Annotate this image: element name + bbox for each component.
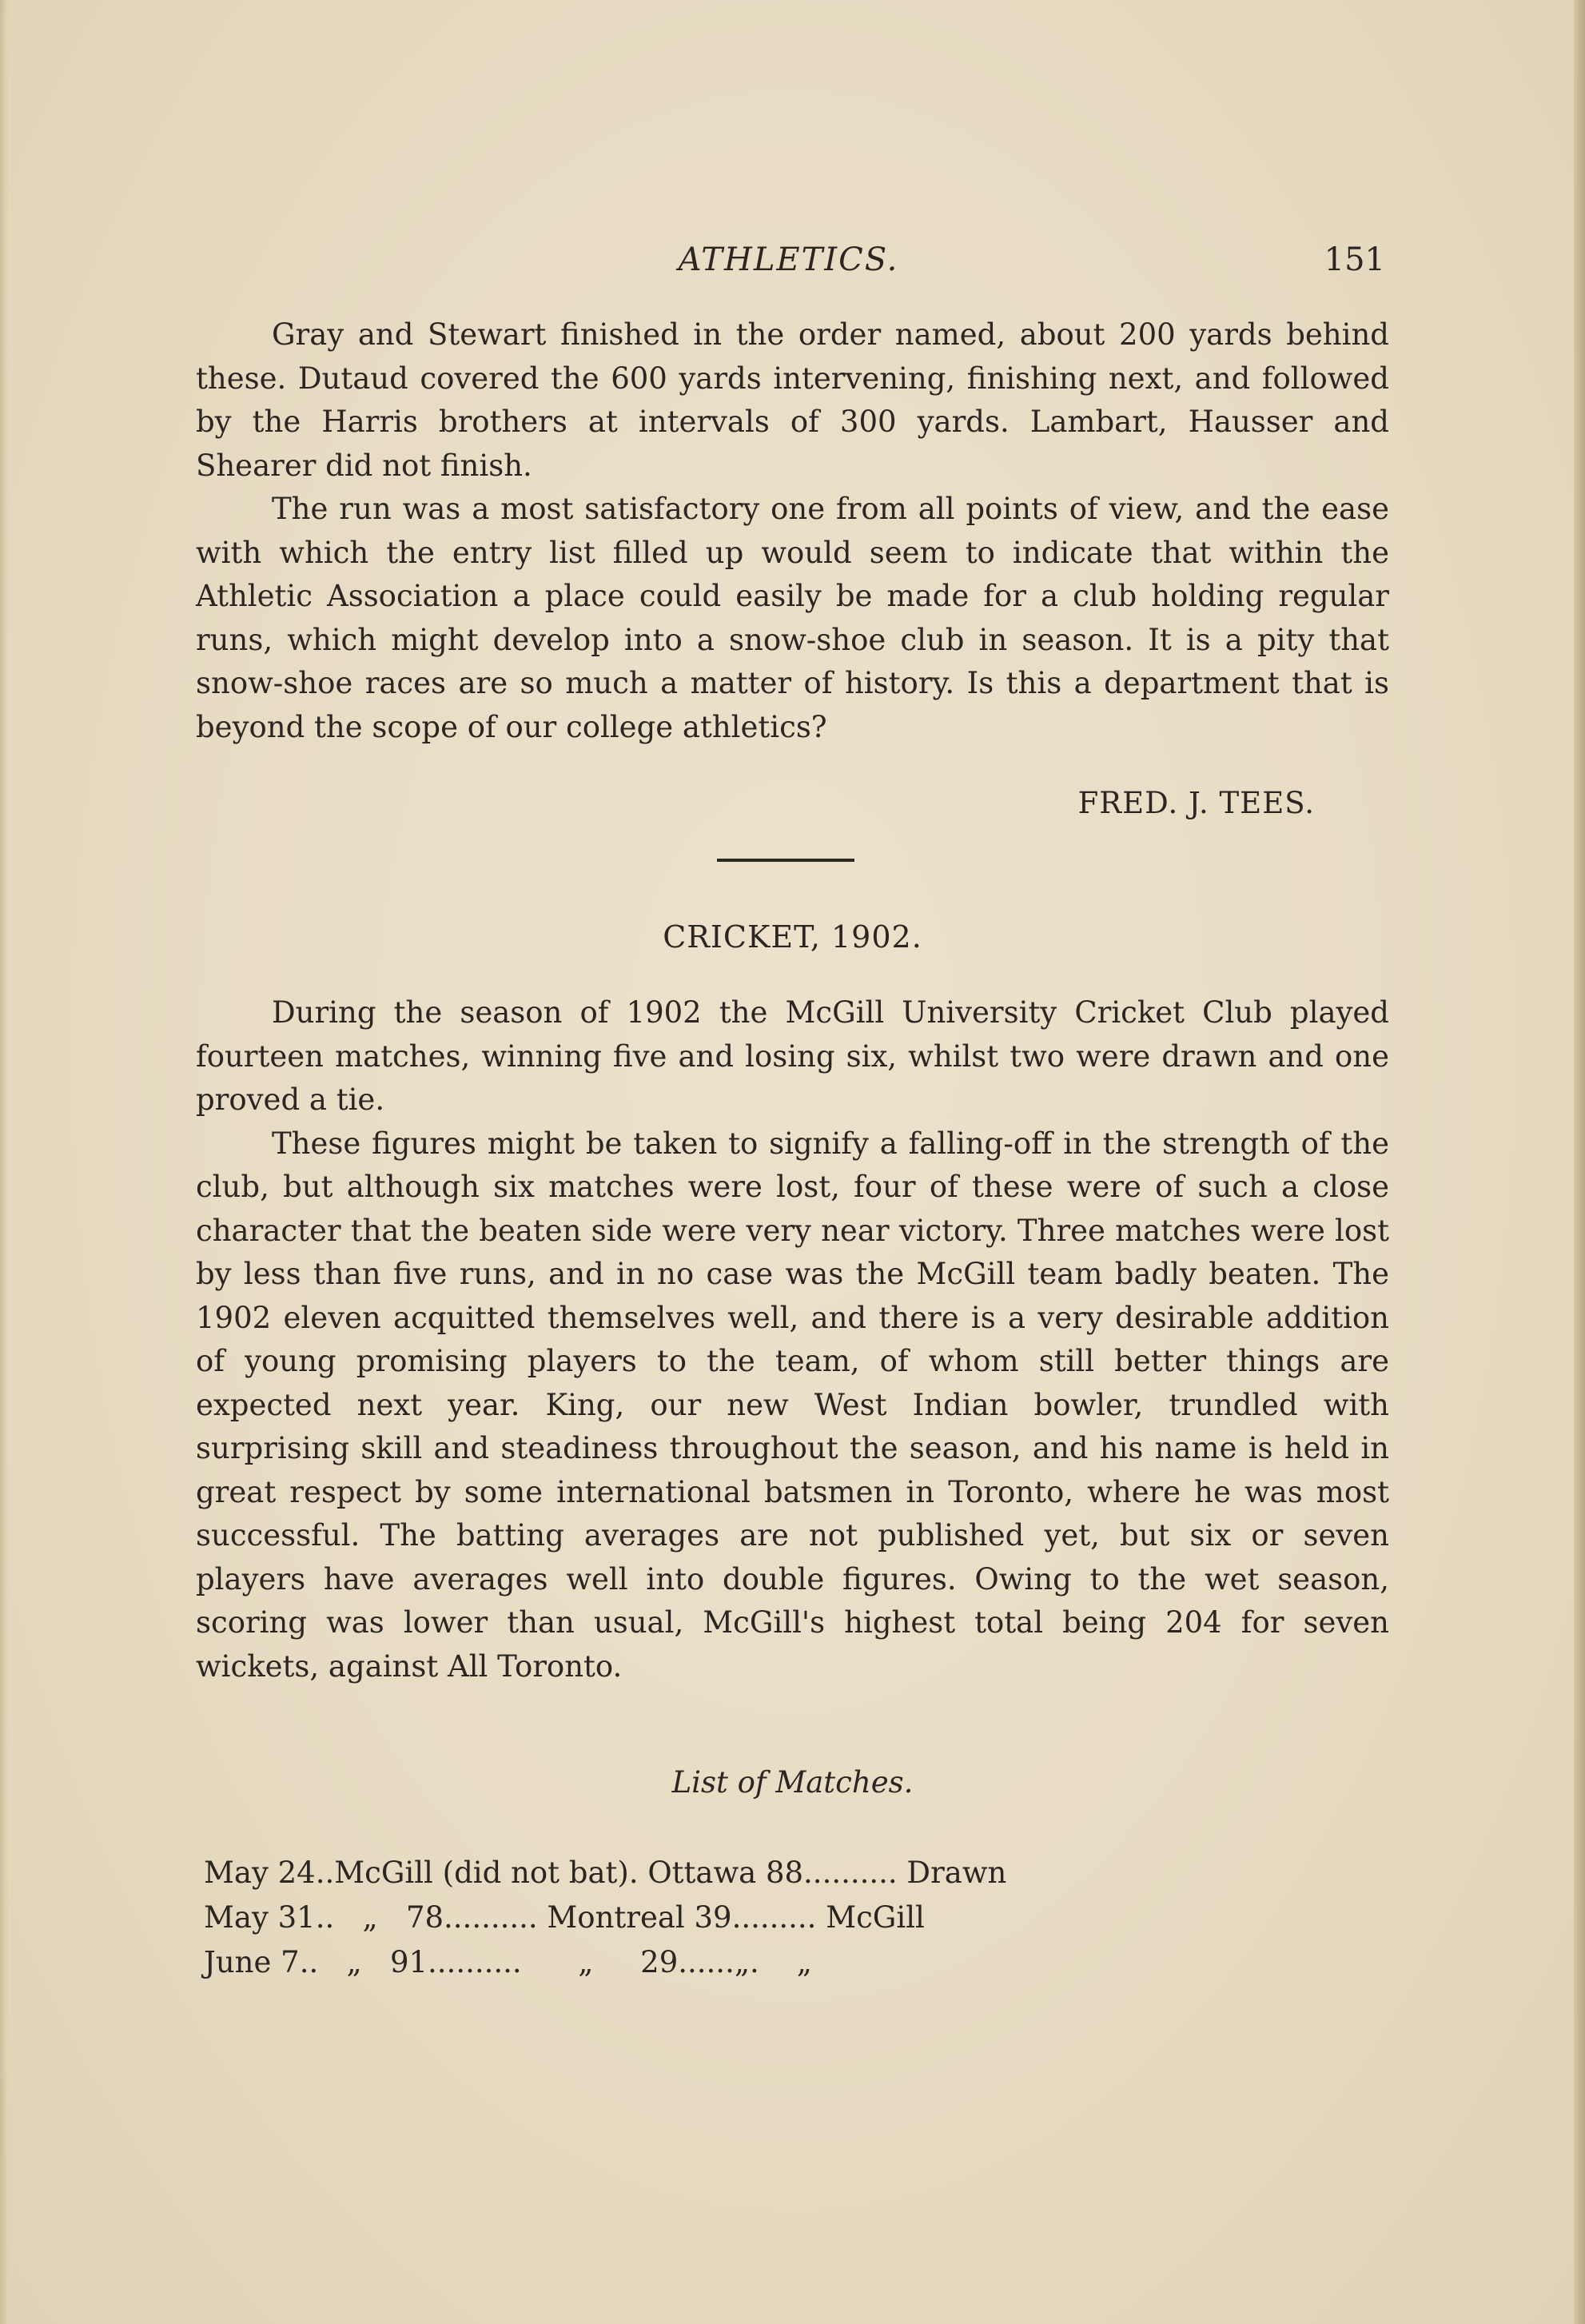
match-row bbox=[204, 1940, 1323, 1985]
paragraph: Gray and Stewart finished in the order named, about 200 yards behind these. Dutaud covered the 600 yards intervening, finishing next, and followed by the Harris brothers at intervals of 300 yards. Lambart, Hausser and Shearer did not finish. bbox=[196, 317, 1389, 483]
paragraph: The run was a most satisfactory one from all points of view, and the ease with which the entry list filled up would seem to indicate that within the Athletic Association a place could easily be made for a club holding regular runs, which might develop into a snow-shoe club in season. It is a pity that snow-shoe races are so much a matter of history. Is this a department that is beyond the scope of our college athletics? bbox=[196, 492, 1389, 744]
author-signature: FRED. J. TEES. bbox=[1077, 786, 1315, 820]
paragraph: These figures might be taken to signify a falling-off in the strength of the club, but although six matches were lost, four of these were of such a close character that the beaten side were very near victory. Three matches were lost by less than five runs, and in no case was the McGill team badly beaten. The 1902 eleven acquitted themselves well, and there is a very desirable addition of young promising players to the team, of whom still better things are expected next year. King, our new West Indian bowler, trundled with surprising skill and steadiness throughout the season, and his name is held in great respect by some international batsmen in Toronto, where he was most successful. The batting averages are not published yet, but six or seven players have averages well into double figures. Owing to the wet season, scoring was lower than usual, McGill's highest total being 204 for seven wickets, against All Toronto. bbox=[196, 1126, 1389, 1684]
match-row bbox=[204, 1851, 1323, 1895]
snowshoe-report-text bbox=[196, 313, 1389, 749]
paragraph: During the season of 1902 the McGill University Cricket Club played fourteen matches, winning five and losing six, whilst two were drawn and one proved a tie. bbox=[196, 995, 1389, 1117]
match-line: May 24..McGill (did not bat). Ottawa 88.......... Drawn bbox=[204, 1856, 1007, 1890]
page-number: 151 bbox=[1324, 241, 1385, 278]
match-list bbox=[204, 1851, 1323, 1985]
section-heading: CRICKET, 1902. bbox=[663, 919, 922, 955]
page-right-edge bbox=[1574, 0, 1585, 2324]
page-header bbox=[192, 241, 1385, 289]
match-line: May 31.. „ 78.......... Montreal 39......... McGill bbox=[204, 1900, 925, 1935]
list-title: List of Matches. bbox=[671, 1765, 914, 1800]
match-line: June 7.. „ 91.......... „ 29......„. „ bbox=[204, 1945, 812, 1979]
page-left-edge bbox=[0, 0, 8, 2324]
cricket-report-text bbox=[196, 991, 1389, 1688]
running-head: ATHLETICS. bbox=[678, 241, 899, 278]
match-row bbox=[204, 1895, 1323, 1940]
section-divider bbox=[717, 859, 854, 862]
